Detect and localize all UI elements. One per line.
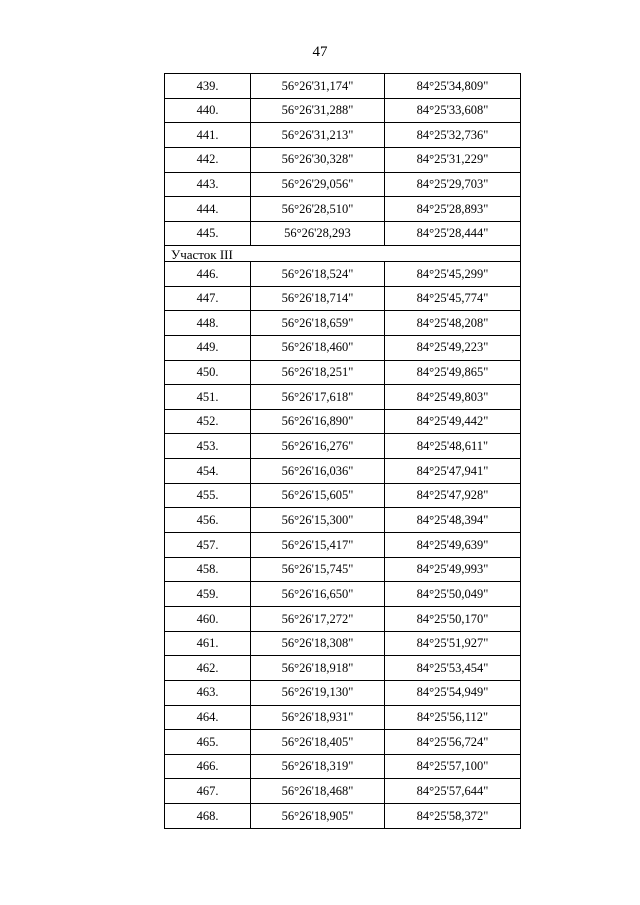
table-row: [165, 197, 521, 222]
point-number-cell: 451.: [165, 385, 251, 410]
longitude-cell: 84°25'57,100": [385, 754, 521, 779]
latitude-cell: 56°26'18,319": [251, 754, 385, 779]
longitude-cell: 84°25'45,774": [385, 286, 521, 311]
point-number-cell: 465.: [165, 730, 251, 755]
point-number-cell: 462.: [165, 656, 251, 681]
table-body-after: [165, 261, 521, 828]
table-row: [165, 705, 521, 730]
point-number-cell: 452.: [165, 409, 251, 434]
section-header: [165, 246, 521, 262]
table-row: [165, 261, 521, 286]
table-row: [165, 74, 521, 99]
longitude-cell: 84°25'50,049": [385, 582, 521, 607]
point-number-cell: 443.: [165, 172, 251, 197]
table-row: [165, 172, 521, 197]
longitude-cell: 84°25'54,949": [385, 680, 521, 705]
table-row: [165, 557, 521, 582]
point-number-cell: 459.: [165, 582, 251, 607]
latitude-cell: 56°26'31,213": [251, 123, 385, 148]
point-number-cell: 467.: [165, 779, 251, 804]
point-number-cell: 458.: [165, 557, 251, 582]
latitude-cell: 56°26'18,659": [251, 311, 385, 336]
latitude-cell: 56°26'16,276": [251, 434, 385, 459]
latitude-cell: 56°26'18,524": [251, 261, 385, 286]
point-number-cell: 464.: [165, 705, 251, 730]
latitude-cell: 56°26'19,130": [251, 680, 385, 705]
point-number-cell: 455.: [165, 483, 251, 508]
longitude-cell: 84°25'49,442": [385, 409, 521, 434]
longitude-cell: 84°25'49,639": [385, 533, 521, 558]
latitude-cell: 56°26'28,293: [251, 221, 385, 246]
latitude-cell: 56°26'15,605": [251, 483, 385, 508]
latitude-cell: 56°26'15,300": [251, 508, 385, 533]
latitude-cell: 56°26'15,417": [251, 533, 385, 558]
longitude-cell: 84°25'49,865": [385, 360, 521, 385]
point-number-cell: 441.: [165, 123, 251, 148]
longitude-cell: 84°25'51,927": [385, 631, 521, 656]
latitude-cell: 56°26'18,468": [251, 779, 385, 804]
latitude-cell: 56°26'29,056": [251, 172, 385, 197]
longitude-cell: 84°25'47,941": [385, 459, 521, 484]
table-row: [165, 221, 521, 246]
point-number-cell: 454.: [165, 459, 251, 484]
table-row: [165, 286, 521, 311]
section-row: [165, 246, 521, 262]
table-row: [165, 804, 521, 829]
longitude-cell: 84°25'32,736": [385, 123, 521, 148]
longitude-cell: 84°25'33,608": [385, 98, 521, 123]
point-number-cell: 449.: [165, 335, 251, 360]
table-row: [165, 508, 521, 533]
point-number-cell: 466.: [165, 754, 251, 779]
latitude-cell: 56°26'18,405": [251, 730, 385, 755]
table-row: [165, 311, 521, 336]
table-row: [165, 779, 521, 804]
point-number-cell: 453.: [165, 434, 251, 459]
longitude-cell: 84°25'34,809": [385, 74, 521, 99]
point-number-cell: 442.: [165, 147, 251, 172]
table-row: [165, 582, 521, 607]
table-row: [165, 98, 521, 123]
longitude-cell: 84°25'49,993": [385, 557, 521, 582]
table-row: [165, 409, 521, 434]
longitude-cell: 84°25'28,893": [385, 197, 521, 222]
point-number-cell: 460.: [165, 606, 251, 631]
table-row: [165, 335, 521, 360]
longitude-cell: 84°25'57,644": [385, 779, 521, 804]
table-row: [165, 483, 521, 508]
latitude-cell: 56°26'18,460": [251, 335, 385, 360]
longitude-cell: 84°25'28,444": [385, 221, 521, 246]
latitude-cell: 56°26'18,905": [251, 804, 385, 829]
table-row: [165, 147, 521, 172]
point-number-cell: 440.: [165, 98, 251, 123]
table-row: [165, 656, 521, 681]
longitude-cell: 84°25'48,611": [385, 434, 521, 459]
coordinates-table: [164, 73, 521, 829]
point-number-cell: 439.: [165, 74, 251, 99]
point-number-cell: 456.: [165, 508, 251, 533]
point-number-cell: 463.: [165, 680, 251, 705]
table-row: [165, 606, 521, 631]
page-number: 47: [312, 44, 328, 60]
longitude-cell: 84°25'48,208": [385, 311, 521, 336]
longitude-cell: 84°25'45,299": [385, 261, 521, 286]
table-row: [165, 434, 521, 459]
point-number-cell: 468.: [165, 804, 251, 829]
point-number-cell: 450.: [165, 360, 251, 385]
latitude-cell: 56°26'28,510": [251, 197, 385, 222]
latitude-cell: 56°26'17,272": [251, 606, 385, 631]
longitude-cell: 84°25'49,803": [385, 385, 521, 410]
longitude-cell: 84°25'31,229": [385, 147, 521, 172]
latitude-cell: 56°26'17,618": [251, 385, 385, 410]
latitude-cell: 56°26'31,288": [251, 98, 385, 123]
longitude-cell: 84°25'58,372": [385, 804, 521, 829]
latitude-cell: 56°26'18,251": [251, 360, 385, 385]
longitude-cell: 84°25'47,928": [385, 483, 521, 508]
table-row: [165, 730, 521, 755]
table-row: [165, 360, 521, 385]
longitude-cell: 84°25'56,112": [385, 705, 521, 730]
table-row: [165, 123, 521, 148]
point-number-cell: 457.: [165, 533, 251, 558]
point-number-cell: 445.: [165, 221, 251, 246]
latitude-cell: 56°26'31,174": [251, 74, 385, 99]
latitude-cell: 56°26'16,890": [251, 409, 385, 434]
table-row: [165, 754, 521, 779]
point-number-cell: 446.: [165, 261, 251, 286]
latitude-cell: 56°26'16,650": [251, 582, 385, 607]
latitude-cell: 56°26'30,328": [251, 147, 385, 172]
latitude-cell: 56°26'16,036": [251, 459, 385, 484]
longitude-cell: 84°25'48,394": [385, 508, 521, 533]
longitude-cell: 84°25'29,703": [385, 172, 521, 197]
table-row: [165, 459, 521, 484]
longitude-cell: 84°25'56,724": [385, 730, 521, 755]
latitude-cell: 56°26'15,745": [251, 557, 385, 582]
section-label: Участок III: [165, 246, 521, 262]
table-row: [165, 680, 521, 705]
table-body-before: [165, 74, 521, 246]
point-number-cell: 448.: [165, 311, 251, 336]
point-number-cell: 447.: [165, 286, 251, 311]
point-number-cell: 461.: [165, 631, 251, 656]
latitude-cell: 56°26'18,931": [251, 705, 385, 730]
point-number-cell: 444.: [165, 197, 251, 222]
latitude-cell: 56°26'18,918": [251, 656, 385, 681]
table-row: [165, 385, 521, 410]
longitude-cell: 84°25'50,170": [385, 606, 521, 631]
latitude-cell: 56°26'18,714": [251, 286, 385, 311]
longitude-cell: 84°25'53,454": [385, 656, 521, 681]
latitude-cell: 56°26'18,308": [251, 631, 385, 656]
table-row: [165, 631, 521, 656]
longitude-cell: 84°25'49,223": [385, 335, 521, 360]
table-row: [165, 533, 521, 558]
